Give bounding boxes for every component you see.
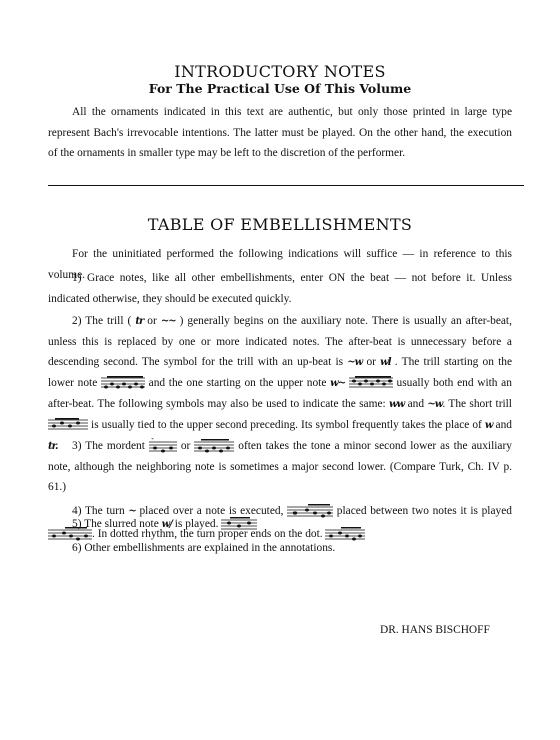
trill-variant-alt-icon: ~w	[427, 399, 443, 410]
item-5: 5) The slurred note w/ is played.	[48, 514, 512, 536]
music-example-upper-trill	[349, 375, 393, 391]
music-example-mordent-long	[194, 438, 234, 454]
music-example-short-trill	[48, 417, 88, 433]
divider	[48, 185, 524, 186]
trill-icon: ~~	[160, 316, 176, 327]
page-subtitle: For The Practical Use Of This Volume	[148, 81, 412, 96]
svg-text:*: *	[150, 438, 154, 444]
item-3: 3) The mordent * or often takes the tone a minor second lower as the auxiliary note, although the neighboring note is sometimes a major second lower. (Compare Turk, Ch. IV p. 61.)	[48, 438, 512, 493]
item-4: 4) The turn ~ placed over a note is executed, placed between two notes it is played . In dotted rhythm, the turn proper ends on the dot.	[48, 500, 512, 545]
item-1: 1) Grace notes, like all other embellishments, enter ON the beat — not before it. Unless indicated otherwise, they should be executed quickly.	[48, 272, 512, 305]
music-example-mordent	[149, 438, 177, 454]
trill-upbeat-alt-icon: wl	[380, 357, 391, 368]
item-6: 6) Other embellishments are explained in the annotations.	[72, 542, 336, 554]
trill-variant-icon: ww	[389, 399, 405, 410]
slurred-note-icon: w/	[161, 519, 172, 530]
music-example-slurred-note	[221, 515, 257, 533]
short-trill-icon: w	[484, 420, 493, 431]
lead-paragraph: For the uninitiated performed the following indications will suffice — in reference to this volume.	[48, 248, 512, 281]
trill-upper-icon: w~	[330, 378, 346, 389]
section-title: TABLE OF EMBELLISHMENTS	[147, 215, 413, 234]
turn-icon: ~	[128, 506, 136, 517]
signature: DR. HANS BISCHOFF	[380, 624, 490, 636]
page-title: INTRODUCTORY NOTES	[174, 62, 386, 81]
music-example-lower-trill	[101, 375, 145, 391]
item-2: 2) The trill ( tr or ~~ ) generally begins on the auxiliary note. There is usually an after-beat, unless this is replaced by one or more indicated notes. The after-beat is unnecessary before a descending second. The symbol for the trill with an up-beat is ~w or wl . The trill starting on the lower note and the one starting on the upper note w~ usually both end with an after-beat. The following symbols may also be used to indicate the same: ww and ~w. The short trill is usually tied to the upper second preceding. Its symbol frequently takes the place of w and tr.	[48, 315, 513, 452]
trill-upbeat-icon: ~w	[347, 357, 363, 368]
intro-paragraph: All the ornaments indicated in this text are authentic, but only those printed in large type represent Bach's irrevocable intentions. The latter must be played. On the other hand, the execution of the ornaments in smaller type may be left to the discretion of the performer.	[48, 106, 512, 159]
